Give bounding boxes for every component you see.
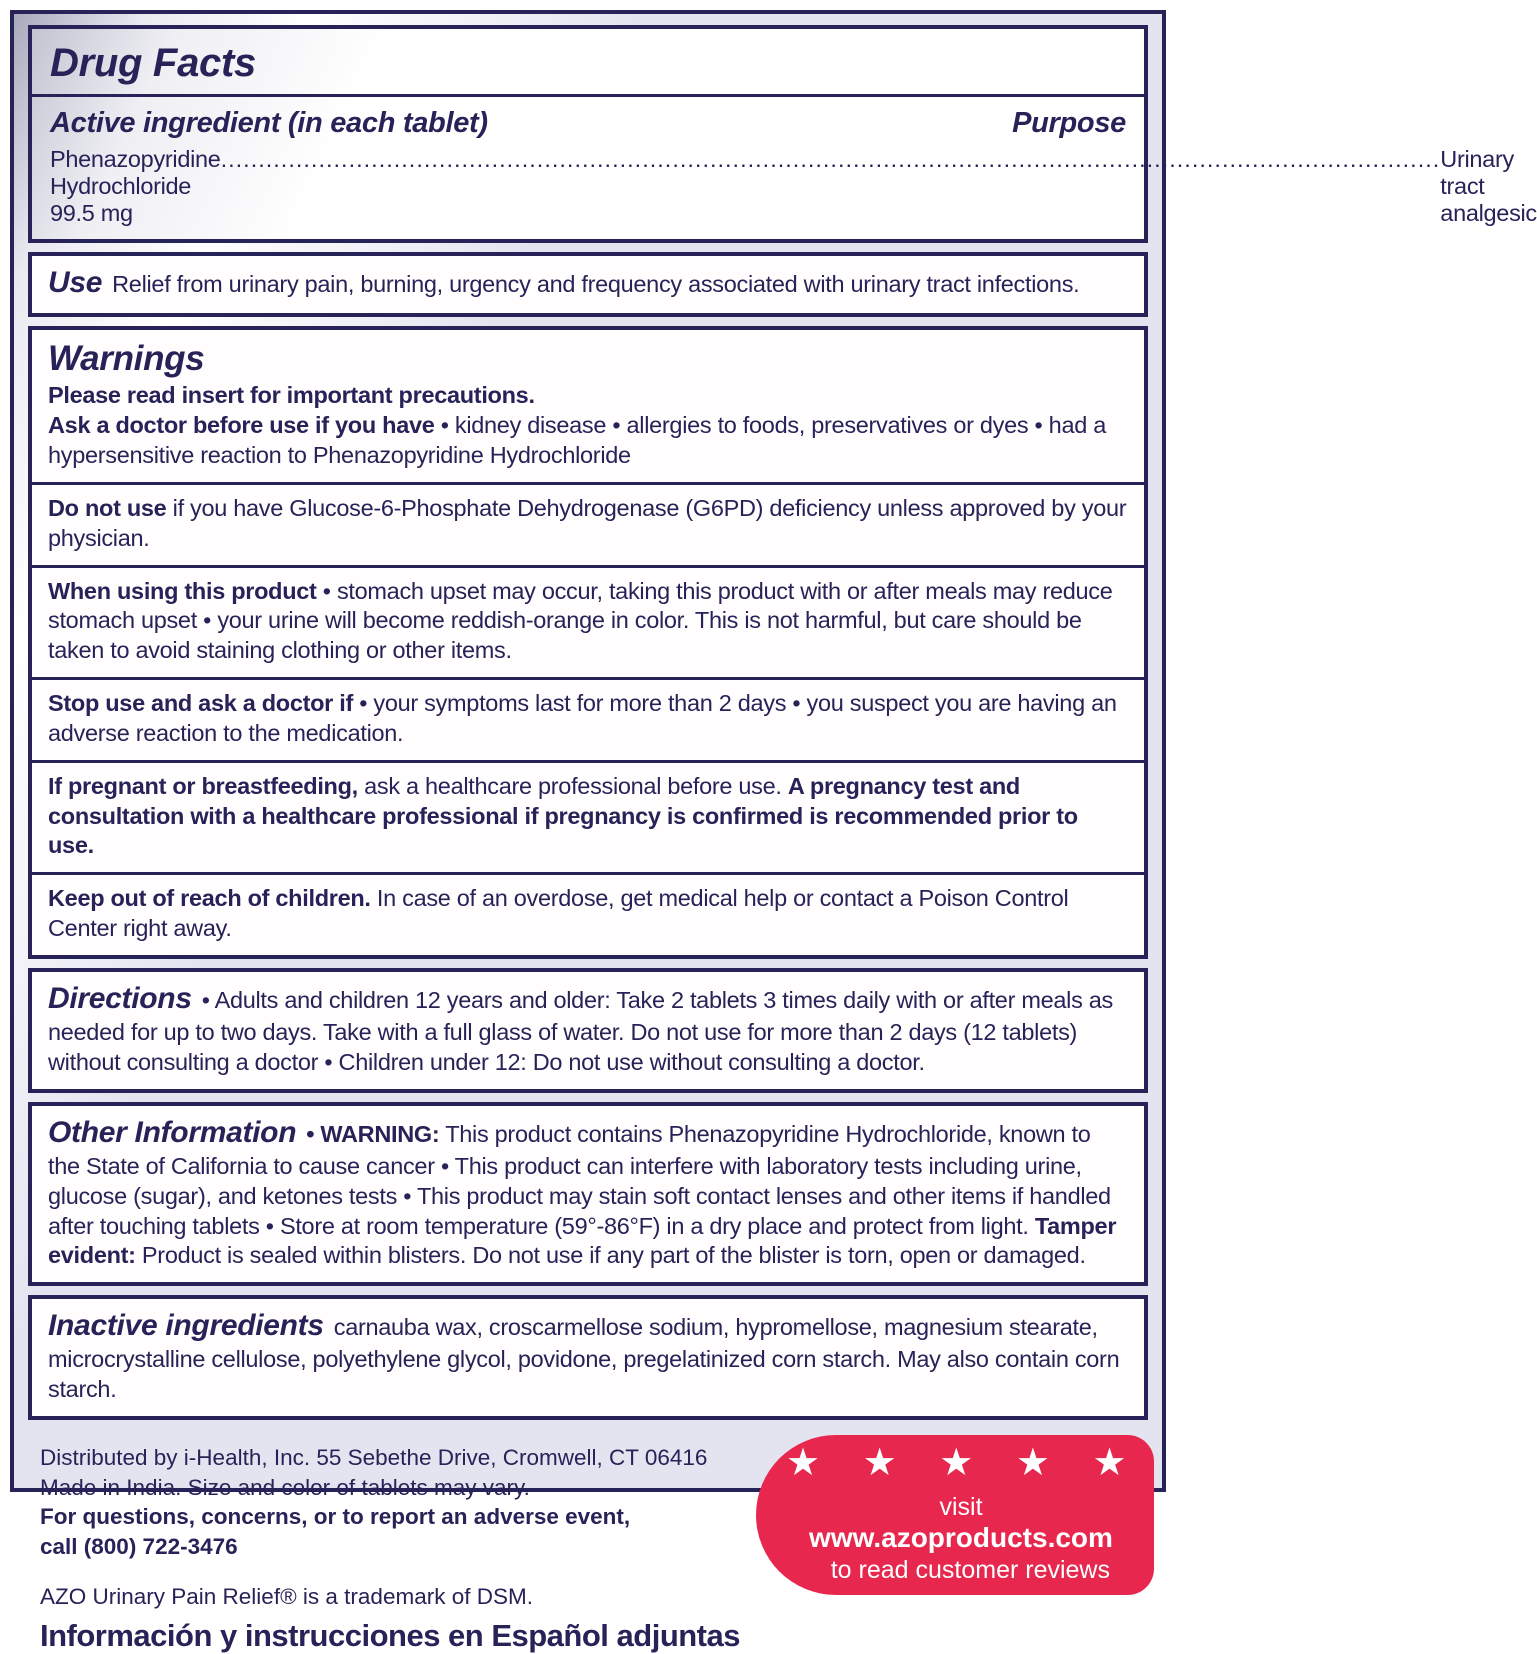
- directions-box: [28, 968, 1148, 1093]
- distributed-by-line: Distributed by i-Health, Inc. 55 Sebethe Drive, Cromwell, CT 06416: [40, 1445, 708, 1471]
- purpose-value: Urinary tract analgesic: [1440, 146, 1537, 226]
- spanish-info-line: Información y instrucciones en Español adjuntas: [40, 1617, 740, 1653]
- do-not-use-cell: [32, 482, 1144, 565]
- dotted-leader: [221, 146, 1441, 173]
- do-not-use-label: Do not use: [48, 494, 167, 521]
- inactive-ingredients-section: [48, 1307, 1128, 1405]
- keep-out-label: Keep out of reach of children.: [48, 885, 371, 912]
- five-star-rating-icon: ★ ★ ★ ★ ★: [786, 1442, 1143, 1485]
- warning-text: This product contains Phenazopyridine Hydrochloride, known to the State of California to cause cancer • This product can interfere with laboratory tests including urine, glucose (sugar), and ketones tests • This product may stain soft contact lenses and other items if handled after touching tablets • Store at room temperature (59°-86°F) in a dry place and protect from light.: [48, 1120, 1111, 1239]
- stop-use-text: • your symptoms last for more than 2 days • you suspect you are having an adverse reaction to the medication.: [48, 690, 1117, 746]
- customer-reviews-badge: [756, 1435, 1154, 1595]
- inactive-ingredients-text: carnauba wax, croscarmellose sodium, hypromellose, magnesium stearate, microcrystalline cellulose, polyethylene glycol, povidone, pregelatinized corn starch. May also contain corn starch.: [48, 1314, 1120, 1403]
- other-information-heading: Other Information: [48, 1115, 297, 1149]
- keep-out-of-reach-cell: [32, 872, 1144, 955]
- active-ingredient-header-row: [32, 97, 1144, 142]
- purpose-heading: Purpose: [1012, 107, 1126, 139]
- made-in-line: Made in India. Size and color of tablets may vary.: [40, 1474, 530, 1500]
- when-using-text: • stomach upset may occur, taking this product with or after meals may reduce stomach upset • your urine will become reddish-orange in color. This is not harmful, but care should be taken to avoid staining clothing or other items.: [48, 577, 1113, 664]
- use-heading: Use: [48, 266, 103, 299]
- trademark-line: AZO Urinary Pain Relief® is a trademark of DSM.: [40, 1583, 533, 1609]
- page-title: Drug Facts: [50, 41, 256, 85]
- questions-line-2: call (800) 722-3476: [40, 1534, 238, 1560]
- visit-label: visit: [939, 1492, 983, 1521]
- pregnant-text: ask a healthcare professional before use.: [357, 772, 788, 799]
- tamper-evident-label: Tamper evident:: [48, 1212, 1117, 1269]
- ask-doctor-label: Ask a doctor before use if you have: [48, 412, 435, 439]
- visit-url-line: [786, 1493, 1136, 1554]
- directions-text: • Adults and children 12 years and older: Take 2 tablets 3 times daily with or after meals as needed for up to two days. Take with a full glass of water. Do not use for more than 2 days (12 tablets) without consulting a doctor • Children under 12: Do not use without consulting a doctor.: [48, 987, 1113, 1075]
- read-reviews-line: to read customer reviews: [830, 1555, 1110, 1584]
- other-info-bullet: •: [306, 1120, 321, 1147]
- when-using-label: When using this product: [48, 577, 317, 604]
- warning-label: WARNING:: [320, 1120, 440, 1147]
- warnings-box: [28, 326, 1148, 959]
- tamper-evident-text: Product is sealed within blisters. Do not use if any part of the blister is torn, open or damaged.: [135, 1242, 1086, 1269]
- inactive-ingredients-box: [28, 1295, 1148, 1420]
- azoproducts-url: www.azoproducts.com: [809, 1521, 1113, 1553]
- keep-out-text: In case of an overdose, get medical help or contact a Poison Control Center right away.: [48, 885, 1069, 942]
- ingredient-name: Phenazopyridine Hydrochloride 99.5 mg: [50, 146, 221, 226]
- inactive-ingredients-heading: Inactive ingredients: [48, 1309, 324, 1343]
- other-information-box: [28, 1102, 1148, 1286]
- label-panel: [10, 10, 1537, 1653]
- when-using-cell: [32, 565, 1144, 678]
- header-box: [28, 25, 1537, 243]
- do-not-use-text: if you have Glucose-6-Phosphate Dehydrogenase (G6PD) deficiency unless approved by your physician.: [48, 494, 1127, 551]
- use-section: [48, 264, 1128, 302]
- directions-section: [48, 980, 1128, 1078]
- use-box: [28, 252, 1148, 317]
- pregnant-bold-text: A pregnancy test and consultation with a healthcare professional if pregnancy is confirmed is recommended prior to use.: [48, 772, 1078, 859]
- questions-line-1: For questions, concerns, or to report an adverse event,: [40, 1504, 631, 1530]
- stop-use-label: Stop use and ask a doctor if: [48, 690, 353, 717]
- warnings-intro-cell: [32, 330, 1144, 482]
- active-ingredient-row: [32, 142, 1537, 239]
- directions-heading: Directions: [48, 982, 192, 1015]
- other-information-section: [48, 1114, 1128, 1271]
- use-text: Relief from urinary pain, burning, urgency and frequency associated with urinary tract infections.: [112, 271, 1080, 297]
- ask-doctor-text: Ask a doctor before use if you have • kidney disease • allergies to foods, preservatives or dyes • had a hypersensitive reaction to Phenazopyridine Hydrochloride: [48, 412, 1106, 469]
- footer: [14, 1429, 1162, 1654]
- pregnant-label: If pregnant or breastfeeding,: [48, 772, 358, 799]
- stop-use-cell: [32, 677, 1144, 760]
- active-ingredient-heading: Active ingredient (in each tablet): [50, 107, 488, 139]
- warnings-heading: Warnings: [48, 339, 205, 379]
- pregnant-cell: [32, 760, 1144, 873]
- warnings-precautions: Please read insert for important precautions.: [48, 382, 535, 409]
